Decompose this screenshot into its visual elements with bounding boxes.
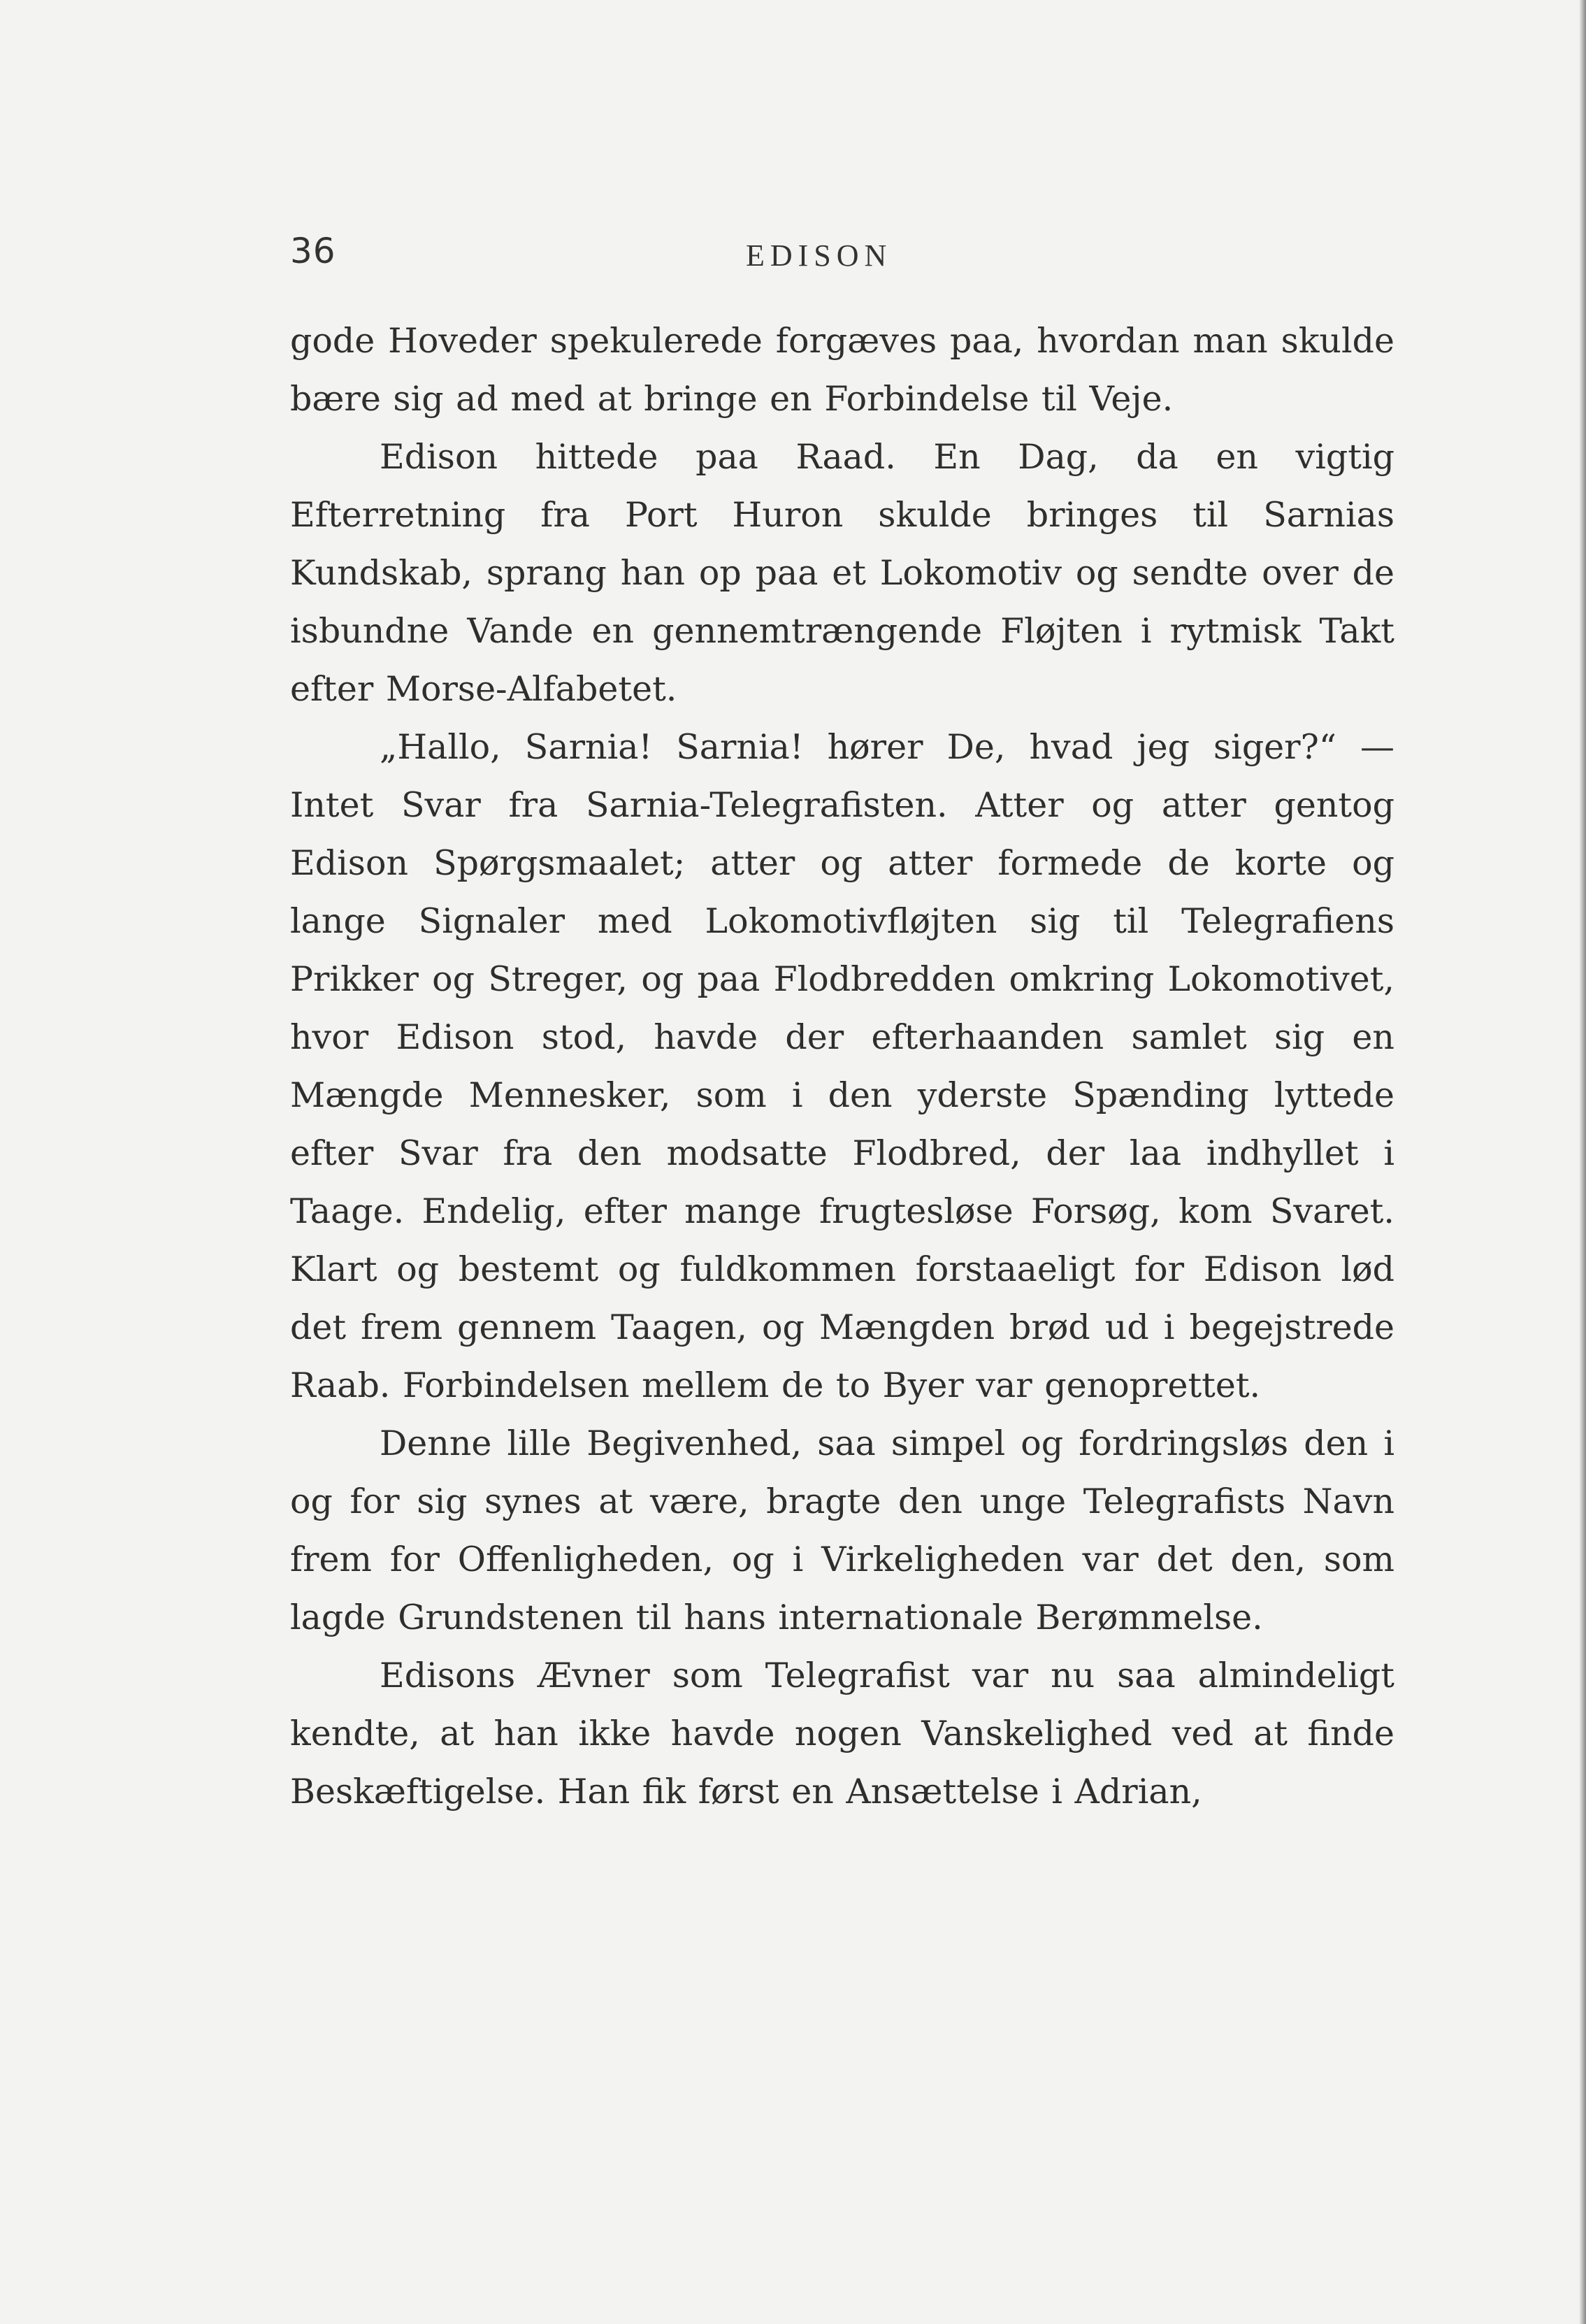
book-page (290, 231, 1394, 1821)
page-number: 36 (290, 231, 336, 271)
body-text (290, 312, 1394, 1821)
running-head (290, 231, 1394, 287)
paragraph-1: gode Hoveder spekulerede forgæves paa, hvordan man skulde bære sig ad med at bringe en Forbindelse til Veje. (290, 321, 1394, 419)
page-edge-shadow (1579, 0, 1586, 2324)
paragraph-3: „Hallo, Sarnia! Sarnia! hører De, hvad jeg siger?“ — Intet Svar fra Sarnia-Telegrafisten. Atter og atter gentog Edison Spørgsmaalet; atter og atter formede de korte og lange Signaler med Lokomotivfløjten sig til Telegrafiens Prikker og Streger, og paa Flodbredden omkring Lokomotivet, hvor Edison stod, havde der efterhaanden samlet sig en Mængde Mennesker, som i den yderste Spænding lyttede efter Svar fra den modsatte Flodbred, der laa indhyllet i Taage. Endelig, efter mange frugtesløse Forsøg, kom Svaret. Klart og bestemt og fuldkommen forstaaeligt for Edison lød det frem gennem Taagen, og Mængden brød ud i begejstrede Raab. Forbindelsen mellem de to Byer var genoprettet. (290, 727, 1394, 1405)
paragraph-4: Denne lille Begivenhed, saa simpel og fordringsløs den i og for sig synes at være, bragte den unge Telegrafists Navn frem for Offenligheden, og i Virkeligheden var det den, som lagde Grundstenen til hans internationale Berømmelse. (290, 1423, 1394, 1637)
running-title: EDISON (746, 238, 893, 273)
paragraph-5: Edisons Ævner som Telegrafist var nu saa almindeligt kendte, at han ikke havde nogen Vanskelighed ved at finde Beskæftigelse. Han fik først en Ansættelse i Adrian, (290, 1656, 1394, 1812)
paragraph-2: Edison hittede paa Raad. En Dag, da en vigtig Efterretning fra Port Huron skulde bringes til Sarnias Kundskab, sprang han op paa et Lokomotiv og sendte over de isbundne Vande en gennemtrængende Fløjten i rytmisk Takt efter Morse-Alfabetet. (290, 437, 1394, 709)
